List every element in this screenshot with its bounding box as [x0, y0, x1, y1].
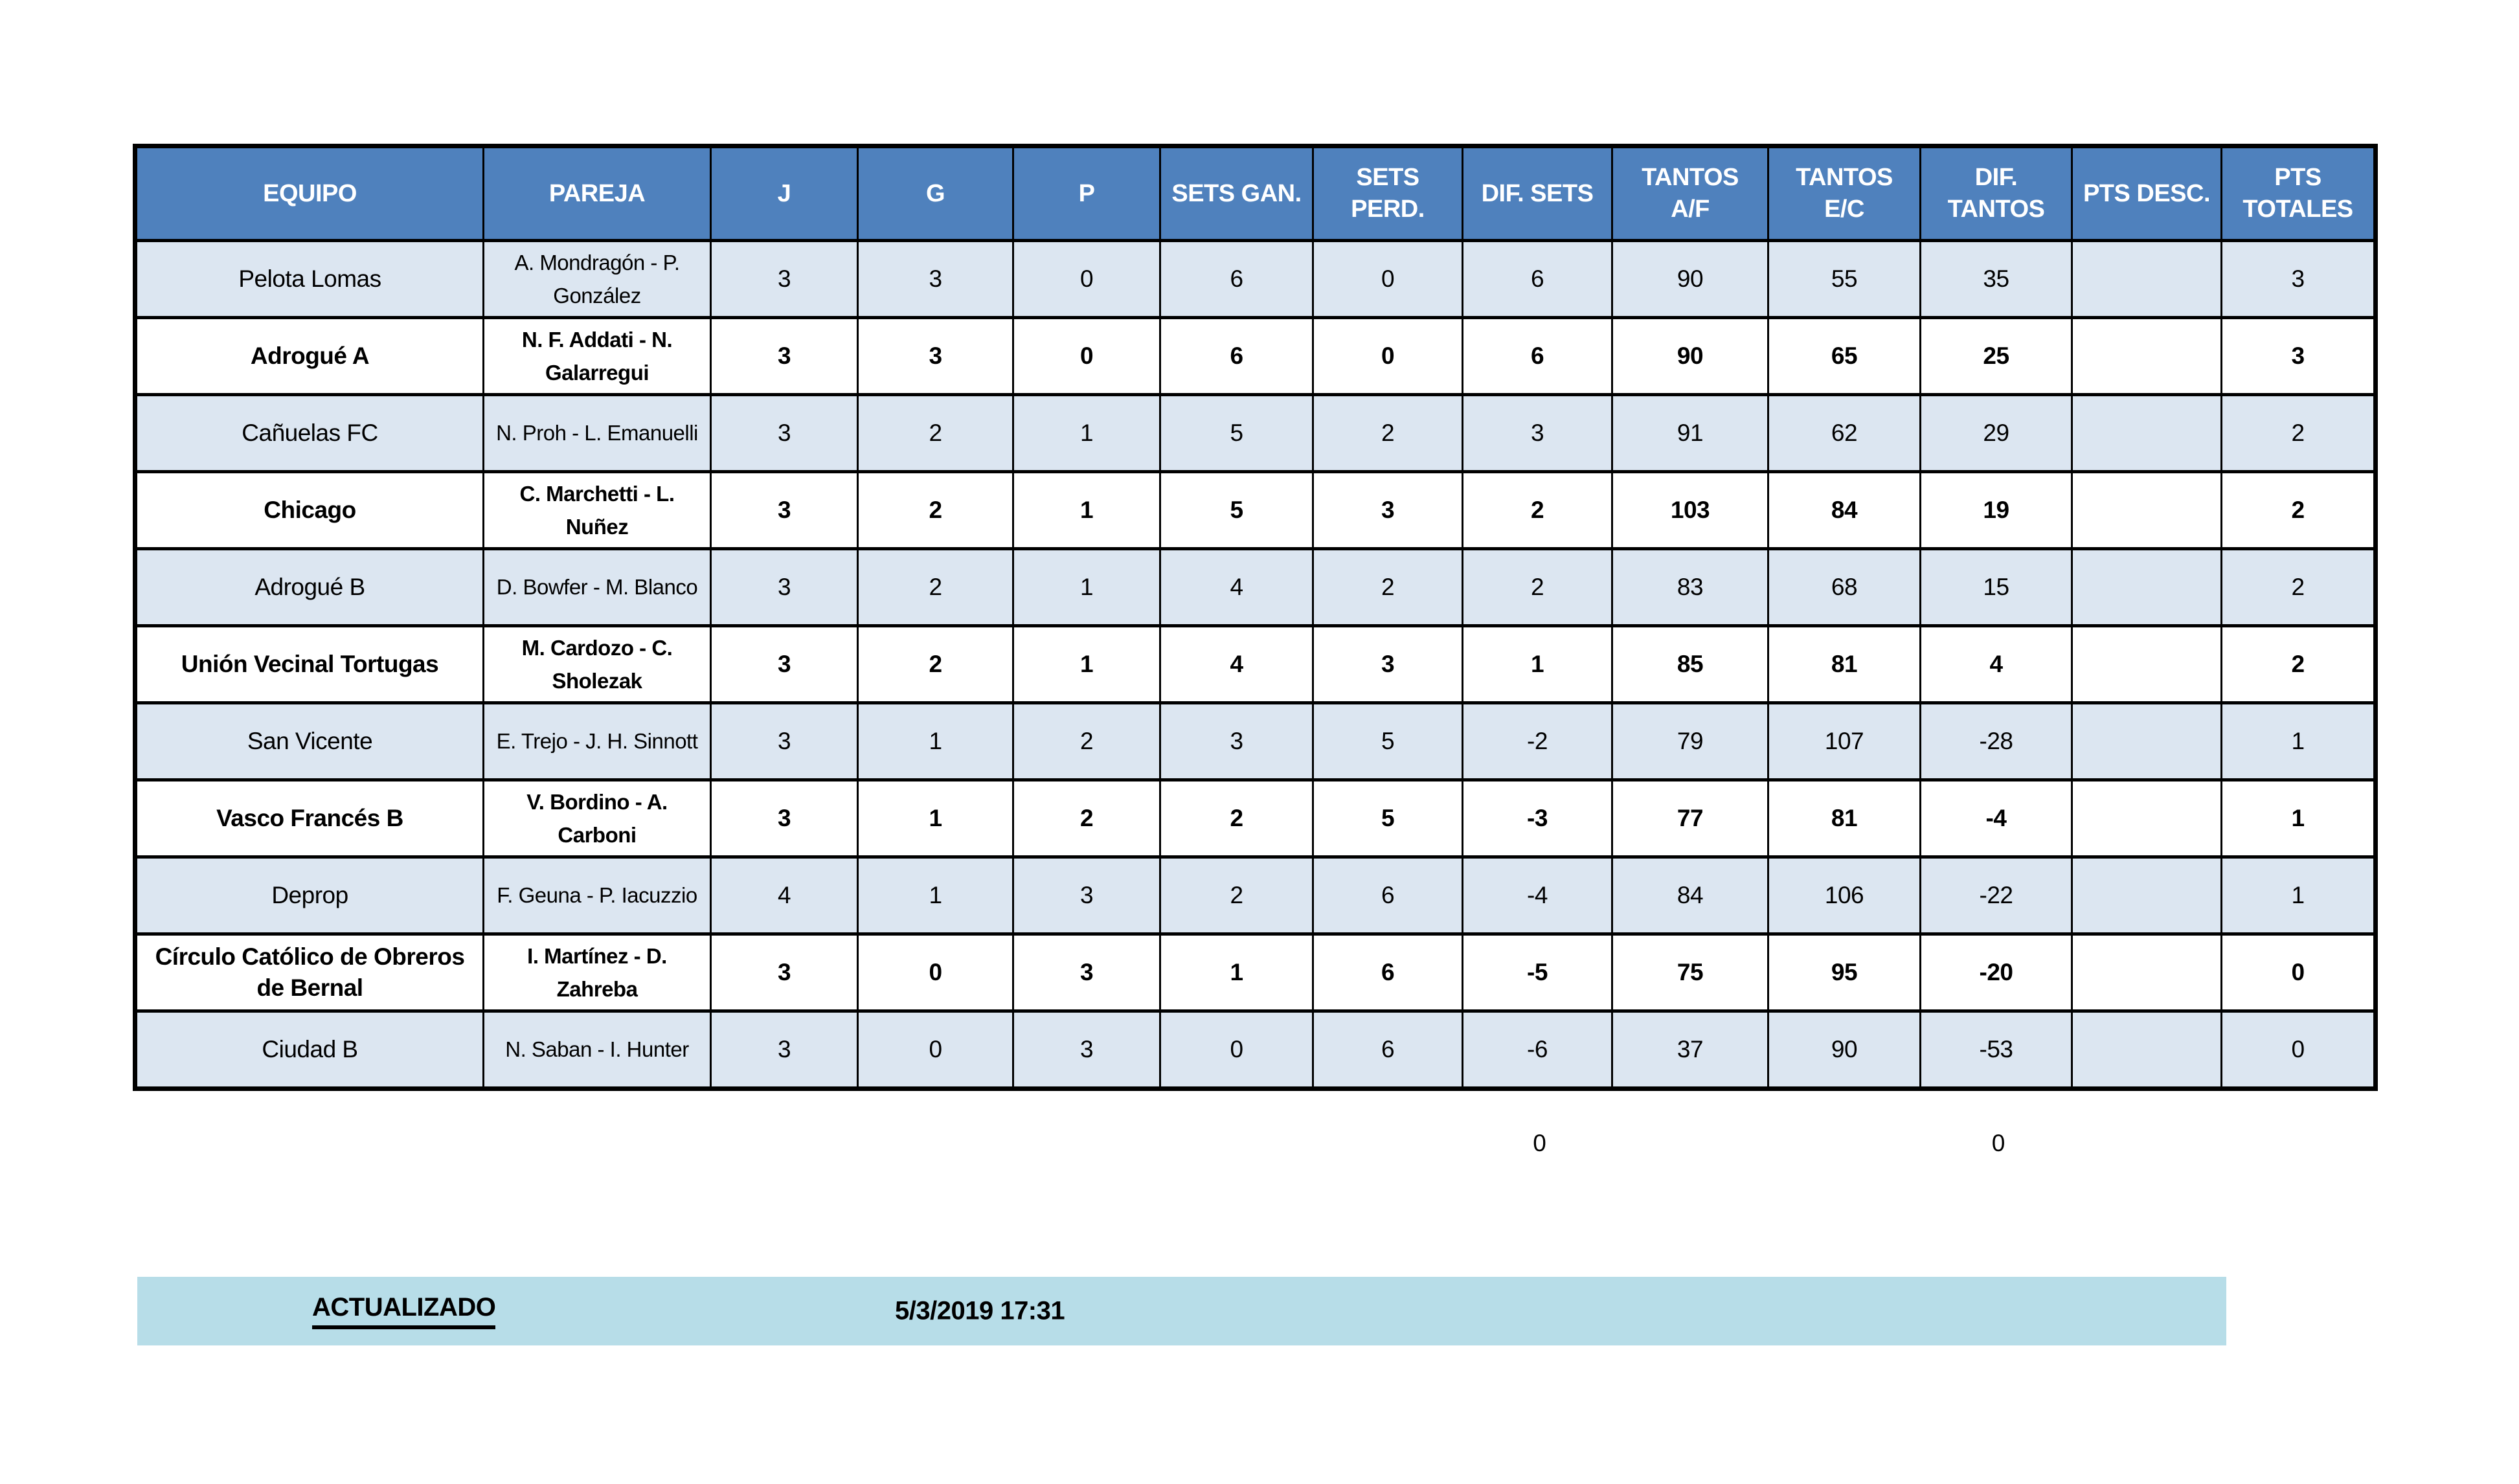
cell-sets-perd: 0	[1313, 318, 1463, 395]
cell-g: 1	[858, 703, 1013, 780]
cell-g: 2	[858, 395, 1013, 472]
cell-dif-sets: 2	[1463, 549, 1612, 626]
cell-p: 2	[1013, 780, 1160, 857]
cell-pts-desc	[2072, 549, 2222, 626]
column-header-pts-desc: PTS DESC.	[2072, 146, 2222, 241]
cell-pts-totales: 1	[2222, 780, 2376, 857]
table-row	[135, 472, 2376, 549]
cell-tantos-ec: 55	[1768, 241, 1921, 318]
cell-tantos-af: 37	[1612, 1011, 1768, 1089]
cell-pareja: M. Cardozo - C. Sholezak	[484, 626, 711, 703]
column-header-j: J	[711, 146, 858, 241]
cell-p: 1	[1013, 626, 1160, 703]
updated-label: ACTUALIZADO	[312, 1293, 495, 1329]
cell-sets-gan: 6	[1160, 241, 1313, 318]
cell-pareja: N. Proh - L. Emanuelli	[484, 395, 711, 472]
cell-tantos-ec: 81	[1768, 626, 1921, 703]
cell-tantos-ec: 107	[1768, 703, 1921, 780]
cell-equipo: Círculo Católico de Obreros de Bernal	[135, 934, 484, 1011]
cell-j: 3	[711, 395, 858, 472]
cell-dif-tantos: -4	[1921, 780, 2072, 857]
cell-dif-tantos: -20	[1921, 934, 2072, 1011]
standings-table	[133, 144, 2378, 1091]
cell-sets-gan: 5	[1160, 395, 1313, 472]
cell-tantos-ec: 84	[1768, 472, 1921, 549]
cell-pts-totales: 2	[2222, 626, 2376, 703]
cell-j: 3	[711, 780, 858, 857]
cell-equipo: Chicago	[135, 472, 484, 549]
cell-sets-gan: 2	[1160, 857, 1313, 934]
table-row	[135, 703, 2376, 780]
cell-sets-gan: 3	[1160, 703, 1313, 780]
cell-g: 1	[858, 857, 1013, 934]
cell-p: 3	[1013, 1011, 1160, 1089]
cell-sets-gan: 4	[1160, 626, 1313, 703]
column-header-g: G	[858, 146, 1013, 241]
cell-p: 0	[1013, 241, 1160, 318]
cell-dif-sets: -2	[1463, 703, 1612, 780]
column-header-tantos-ec: TANTOS E/C	[1768, 146, 1921, 241]
cell-pareja: D. Bowfer - M. Blanco	[484, 549, 711, 626]
dif-sets-total: 0	[1533, 1130, 1546, 1156]
cell-tantos-ec: 81	[1768, 780, 1921, 857]
cell-pts-desc	[2072, 472, 2222, 549]
cell-pts-desc	[2072, 934, 2222, 1011]
column-header-sets-perd: SETS PERD.	[1313, 146, 1463, 241]
cell-j: 3	[711, 934, 858, 1011]
cell-dif-tantos: -28	[1921, 703, 2072, 780]
cell-pts-totales: 0	[2222, 1011, 2376, 1089]
cell-pareja: F. Geuna - P. Iacuzzio	[484, 857, 711, 934]
cell-j: 4	[711, 857, 858, 934]
cell-pareja: C. Marchetti - L. Nuñez	[484, 472, 711, 549]
cell-dif-tantos: 29	[1921, 395, 2072, 472]
cell-equipo: Adrogué B	[135, 549, 484, 626]
cell-pts-desc	[2072, 318, 2222, 395]
cell-equipo: Ciudad B	[135, 1011, 484, 1089]
cell-j: 3	[711, 1011, 858, 1089]
cell-sets-gan: 1	[1160, 934, 1313, 1011]
cell-tantos-af: 103	[1612, 472, 1768, 549]
cell-pts-totales: 1	[2222, 857, 2376, 934]
cell-pts-totales: 1	[2222, 703, 2376, 780]
cell-equipo: San Vicente	[135, 703, 484, 780]
table-row	[135, 241, 2376, 318]
cell-dif-tantos: -53	[1921, 1011, 2072, 1089]
cell-sets-perd: 6	[1313, 857, 1463, 934]
column-header-dif-tantos: DIF. TANTOS	[1921, 146, 2072, 241]
cell-pareja: A. Mondragón - P. González	[484, 241, 711, 318]
cell-tantos-ec: 90	[1768, 1011, 1921, 1089]
cell-tantos-af: 90	[1612, 241, 1768, 318]
cell-g: 2	[858, 549, 1013, 626]
cell-j: 3	[711, 626, 858, 703]
cell-p: 1	[1013, 395, 1160, 472]
cell-sets-gan: 2	[1160, 780, 1313, 857]
cell-sets-perd: 3	[1313, 472, 1463, 549]
cell-p: 3	[1013, 934, 1160, 1011]
cell-g: 1	[858, 780, 1013, 857]
cell-sets-perd: 5	[1313, 780, 1463, 857]
cell-p: 0	[1013, 318, 1160, 395]
cell-g: 2	[858, 472, 1013, 549]
cell-tantos-af: 85	[1612, 626, 1768, 703]
cell-p: 3	[1013, 857, 1160, 934]
cell-sets-perd: 0	[1313, 241, 1463, 318]
table-row	[135, 780, 2376, 857]
cell-pts-desc	[2072, 626, 2222, 703]
cell-sets-perd: 2	[1313, 395, 1463, 472]
cell-dif-sets: 1	[1463, 626, 1612, 703]
cell-p: 1	[1013, 549, 1160, 626]
cell-pareja: I. Martínez - D. Zahreba	[484, 934, 711, 1011]
table-row	[135, 857, 2376, 934]
column-header-pareja: PAREJA	[484, 146, 711, 241]
cell-g: 3	[858, 318, 1013, 395]
cell-sets-perd: 6	[1313, 934, 1463, 1011]
cell-tantos-af: 79	[1612, 703, 1768, 780]
cell-sets-perd: 2	[1313, 549, 1463, 626]
cell-pareja: E. Trejo - J. H. Sinnott	[484, 703, 711, 780]
cell-equipo: Cañuelas FC	[135, 395, 484, 472]
cell-tantos-ec: 95	[1768, 934, 1921, 1011]
cell-dif-sets: 6	[1463, 318, 1612, 395]
cell-p: 1	[1013, 472, 1160, 549]
cell-pts-totales: 3	[2222, 318, 2376, 395]
cell-pts-desc	[2072, 1011, 2222, 1089]
cell-pts-totales: 2	[2222, 549, 2376, 626]
cell-dif-sets: -6	[1463, 1011, 1612, 1089]
cell-pts-desc	[2072, 780, 2222, 857]
column-header-tantos-af: TANTOS A/F	[1612, 146, 1768, 241]
cell-equipo: Unión Vecinal Tortugas	[135, 626, 484, 703]
cell-dif-sets: -3	[1463, 780, 1612, 857]
cell-tantos-ec: 106	[1768, 857, 1921, 934]
cell-g: 0	[858, 934, 1013, 1011]
status-bar	[137, 1277, 2226, 1345]
cell-tantos-ec: 68	[1768, 549, 1921, 626]
cell-equipo: Adrogué A	[135, 318, 484, 395]
cell-pts-desc	[2072, 703, 2222, 780]
cell-tantos-af: 91	[1612, 395, 1768, 472]
header-row	[135, 146, 2376, 241]
cell-pareja: N. Saban - I. Hunter	[484, 1011, 711, 1089]
cell-equipo: Pelota Lomas	[135, 241, 484, 318]
column-header-sets-gan: SETS GAN.	[1160, 146, 1313, 241]
cell-pts-totales: 2	[2222, 472, 2376, 549]
column-header-pts-totales: PTS TOTALES	[2222, 146, 2376, 241]
column-header-p: P	[1013, 146, 1160, 241]
cell-equipo: Deprop	[135, 857, 484, 934]
cell-tantos-af: 84	[1612, 857, 1768, 934]
cell-equipo: Vasco Francés B	[135, 780, 484, 857]
cell-dif-tantos: 19	[1921, 472, 2072, 549]
cell-dif-tantos: 25	[1921, 318, 2072, 395]
cell-dif-sets: 2	[1463, 472, 1612, 549]
cell-tantos-af: 90	[1612, 318, 1768, 395]
cell-dif-tantos: 15	[1921, 549, 2072, 626]
cell-pts-totales: 2	[2222, 395, 2376, 472]
table-row	[135, 934, 2376, 1011]
table-row	[135, 1011, 2376, 1089]
table-row	[135, 395, 2376, 472]
updated-datetime: 5/3/2019 17:31	[895, 1296, 1065, 1325]
cell-sets-gan: 6	[1160, 318, 1313, 395]
cell-sets-perd: 3	[1313, 626, 1463, 703]
cell-j: 3	[711, 318, 858, 395]
dif-tantos-total: 0	[1991, 1130, 2005, 1156]
cell-j: 3	[711, 703, 858, 780]
cell-dif-tantos: -22	[1921, 857, 2072, 934]
cell-pts-desc	[2072, 395, 2222, 472]
cell-tantos-af: 83	[1612, 549, 1768, 626]
cell-dif-tantos: 35	[1921, 241, 2072, 318]
cell-sets-gan: 0	[1160, 1011, 1313, 1089]
column-header-dif-sets: DIF. SETS	[1463, 146, 1612, 241]
cell-sets-perd: 5	[1313, 703, 1463, 780]
cell-pareja: V. Bordino - A. Carboni	[484, 780, 711, 857]
cell-pareja: N. F. Addati - N. Galarregui	[484, 318, 711, 395]
table-row	[135, 626, 2376, 703]
cell-dif-sets: 3	[1463, 395, 1612, 472]
cell-p: 2	[1013, 703, 1160, 780]
cell-g: 2	[858, 626, 1013, 703]
column-header-equipo: EQUIPO	[135, 146, 484, 241]
cell-sets-gan: 4	[1160, 549, 1313, 626]
cell-dif-sets: 6	[1463, 241, 1612, 318]
cell-pts-totales: 0	[2222, 934, 2376, 1011]
cell-sets-perd: 6	[1313, 1011, 1463, 1089]
cell-tantos-af: 77	[1612, 780, 1768, 857]
cell-tantos-ec: 62	[1768, 395, 1921, 472]
cell-dif-sets: -5	[1463, 934, 1612, 1011]
cell-j: 3	[711, 472, 858, 549]
table-row	[135, 549, 2376, 626]
cell-g: 3	[858, 241, 1013, 318]
cell-dif-tantos: 4	[1921, 626, 2072, 703]
cell-dif-sets: -4	[1463, 857, 1612, 934]
cell-pts-desc	[2072, 241, 2222, 318]
cell-pts-desc	[2072, 857, 2222, 934]
cell-sets-gan: 5	[1160, 472, 1313, 549]
table-row	[135, 318, 2376, 395]
cell-j: 3	[711, 549, 858, 626]
cell-tantos-ec: 65	[1768, 318, 1921, 395]
cell-j: 3	[711, 241, 858, 318]
cell-g: 0	[858, 1011, 1013, 1089]
cell-tantos-af: 75	[1612, 934, 1768, 1011]
cell-pts-totales: 3	[2222, 241, 2376, 318]
